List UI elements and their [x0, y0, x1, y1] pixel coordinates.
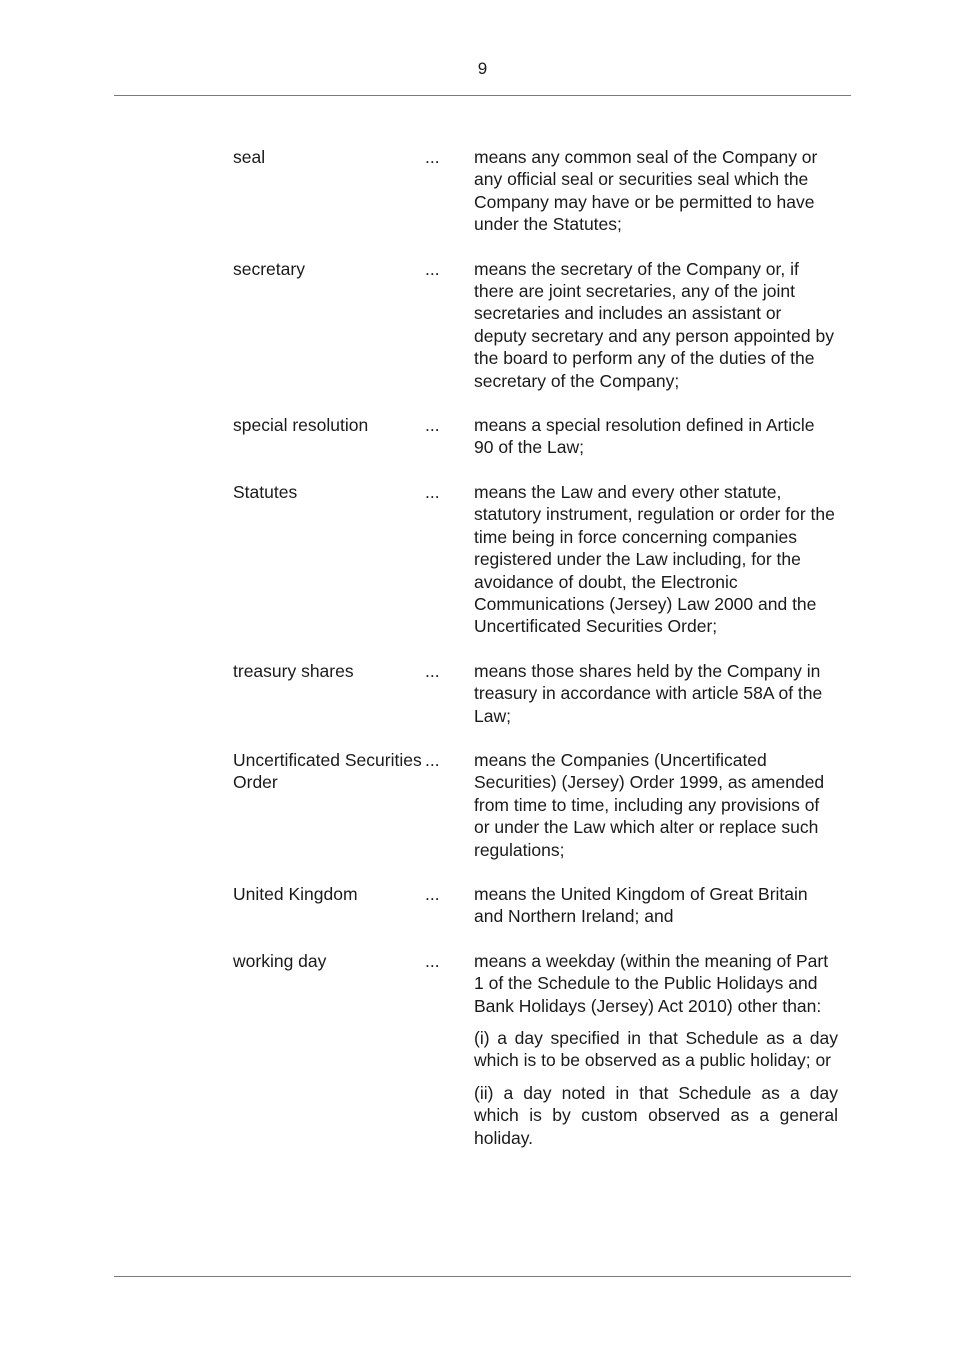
definitions-list: [233, 146, 843, 1149]
definition-term: seal: [233, 147, 266, 167]
header-rule: [114, 95, 851, 96]
definition-term: United Kingdom: [233, 883, 358, 904]
definition-secretary: [233, 258, 843, 392]
definition-working-day: [233, 950, 843, 1149]
definition-meaning: means those shares held by the Company in treasury in accordance with article 58A of the Law;: [474, 660, 823, 726]
definition-separator: ...: [425, 749, 440, 770]
definition-separator: ...: [425, 950, 440, 971]
definition-meaning: means the United Kingdom of Great Britain and Northern Ireland; and: [474, 883, 808, 927]
definition-uncertificated-securities-order: [233, 749, 843, 861]
definition-meaning: means the secretary of the Company or, if there are joint secretaries, any of the joint secretaries and includes an assistant or deputy secretary and any person appointed by the board to perform any of the duties of the secretary of the Company;: [474, 258, 834, 391]
definition-separator: ...: [425, 660, 440, 681]
footer-rule: [114, 1276, 851, 1277]
definition-meaning: means a weekday (within the meaning of Part 1 of the Schedule to the Public Holidays and Bank Holidays (Jersey) Act 2010) other than:: [474, 950, 829, 1016]
definition-term: special resolution: [233, 415, 369, 436]
definition-meaning-block: [474, 950, 838, 1149]
page-number: 9: [477, 59, 488, 78]
definition-term: Uncertificated Securities Order: [233, 749, 422, 793]
definition-term: treasury shares: [233, 660, 354, 681]
definition-meaning: means a special resolution defined in Article 90 of the Law;: [474, 415, 815, 458]
definition-separator: ...: [425, 481, 440, 502]
working-day-exclusion-i: (i) a day specified in that Schedule as a day which is to be observed as a public holiday; or: [474, 1028, 838, 1071]
definition-meaning: means the Companies (Uncertificated Securities) (Jersey) Order 1999, as amended from time to time, including any provisions of or under the Law which alter or replace such regulations;: [474, 749, 825, 860]
definition-term: secretary: [233, 258, 305, 279]
definition-seal: [233, 146, 843, 236]
definition-term: working day: [233, 950, 327, 971]
definition-special-resolution: [233, 414, 843, 459]
definition-separator: ...: [425, 147, 440, 167]
definition-separator: ...: [425, 258, 440, 279]
definition-separator: ...: [425, 883, 440, 904]
definition-separator: ...: [425, 415, 440, 436]
definition-statutes: [233, 481, 843, 638]
definition-term: Statutes: [233, 481, 298, 502]
definition-treasury-shares: [233, 660, 843, 727]
definition-united-kingdom: [233, 883, 843, 928]
definition-meaning: means any common seal of the Company or any official seal or securities seal which the Company may have or be permitted to have under the Statutes;: [474, 147, 818, 235]
working-day-exclusion-ii: (ii) a day noted in that Schedule as a day which is by custom observed as a general holiday.: [474, 1082, 838, 1148]
definition-meaning: means the Law and every other statute, statutory instrument, regulation or order for the time being in force concerning companies registered under the Law including, for the avoidance of doubt, the Electronic Communications (Jersey) Law 2000 and the Uncertificated Securities Order;: [474, 481, 835, 637]
